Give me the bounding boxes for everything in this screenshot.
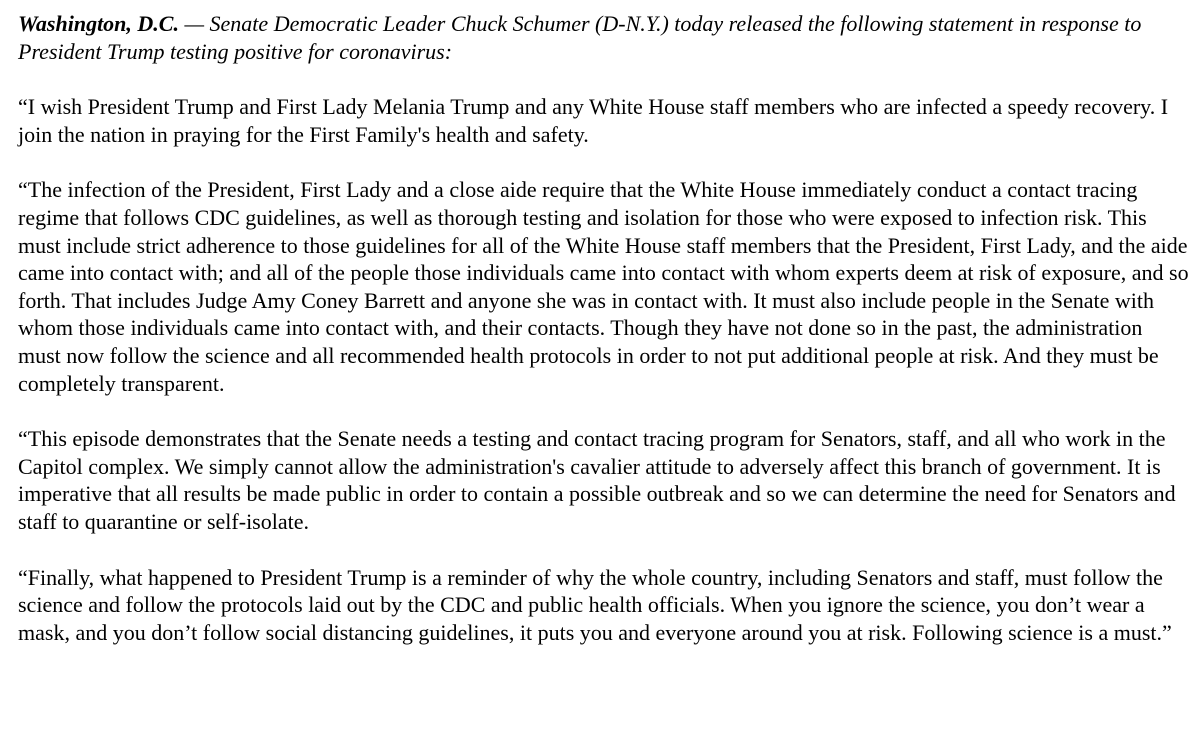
statement-intro [18, 10, 1190, 65]
paragraph-3: “This episode demonstrates that the Senate needs a testing and contact tracing program for Senators, staff, and all who work in the Capitol complex. We simply cannot allow the administration's cavalier attitude to adversely affect this branch of government. It is imperative that all results be made public in order to contain a possible outbreak and so we can determine the need for Senators and staff to quarantine or self-isolate. [18, 426, 1176, 534]
paragraph-1: “I wish President Trump and First Lady Melania Trump and any White House staff members who are infected a speedy recovery. I join the nation in praying for the First Family's health and safety. [18, 94, 1169, 147]
paragraph-2: “The infection of the President, First Lady and a close aide require that the White House immediately conduct a contact tracing regime that follows CDC guidelines, as well as thorough testing and isolation for those who were exposed to infection risk. This must include strict adherence to those guidelines for all of the White House staff members that the President, First Lady, and the aide came into contact with; and all of the people those individuals came into contact with whom experts deem at risk of exposure, and so forth. That includes Judge Amy Coney Barrett and anyone she was in contact with. It must also include people in the Senate with whom those individuals came into contact with, and their contacts. Though they have not done so in the past, the administration must now follow the science and all recommended health protocols in order to not put additional people at risk. And they must be completely transparent. [18, 177, 1189, 396]
dateline: Washington, D.C. [18, 11, 179, 36]
press-statement [18, 10, 1190, 646]
paragraph-4: “Finally, what happened to President Trump is a reminder of why the whole country, including Senators and staff, must follow the science and follow the protocols laid out by the CDC and public health officials. When you ignore the science, you don’t wear a mask, and you don’t follow social distancing guidelines, it puts you and everyone around you at risk. Following science is a must.” [18, 564, 1172, 645]
intro-text: — Senate Democratic Leader Chuck Schumer (D-N.Y.) today released the following statement in response to President Trump testing positive for coronavirus: [18, 11, 1142, 64]
